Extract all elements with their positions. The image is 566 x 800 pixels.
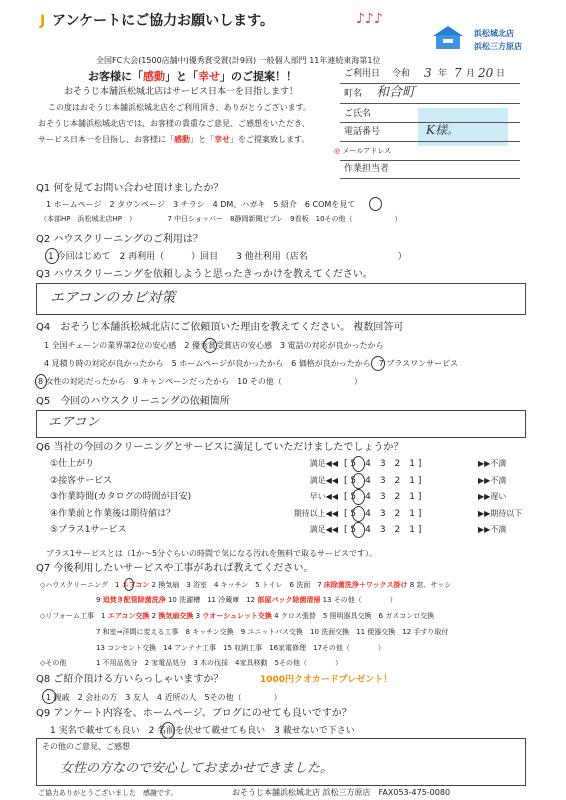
q6-row-left: 満足◀◀ [309,459,338,468]
date-day: 20 [478,66,494,80]
q8-selected-mark [42,689,56,704]
q6-row-scale: [ 5 4 3 2 1 ] [344,492,422,502]
intro-line-5: サービス日本一を目指し、お客様に「感動」と「幸せ」をご提案致します。 [38,135,310,144]
q4-line-2: 4 見積り時の対応が良かったから 5 ホームページが良かったから 6 価格が良かったから 7 ブラスワンサービス [44,359,459,368]
date-label: ご利用日 [344,69,381,79]
q6-row-selected-mark [352,473,365,489]
q4-line-1: 1 全国チェーンの業界第2位の安心感 2 優秀賞受賞店の安心感 3 電話の対応が良かったから [44,341,384,350]
q6-row-right: ▶▶不満 [478,525,507,534]
q7-title: Q7 今後利用したいサービスや工事があれば教えてください。 [36,563,314,574]
q6-row-scale: [ 5 4 3 2 1 ] [344,459,422,469]
q6-title: Q6 当社の今回のクリーニングとサービスに満足していただけましたでしょうか？ [36,442,404,453]
day-unit: 日 [496,69,506,79]
intro-line-3: この度はおそうじ本舗浜松城北店をご利用頂き、ありがとうございます。 [48,103,312,112]
q1-selected-mark [369,197,382,211]
q6-row-scale: [ 5 4 3 2 1 ] [344,525,422,535]
phone-value: K様。 [426,123,459,137]
house-logo-icon [430,24,466,50]
q9-selected-mark [161,722,175,739]
q6-row-label: ③作業時間(カタログの時間が目安) [50,492,192,502]
q6-row-right: ▶▶不満 [478,459,507,468]
comment-value: 女性の方なので安心しておまかせできました。 [60,761,334,776]
q7-hc-line-1: ◇ハウスクリーニング 1 エアコン 2 換気扇 3 浴室 4 キッチン 5 トイレ 6 洗面 7 床除菌洗浄＋ワックス掛け 8 窓、サッシ [40,581,452,589]
q6-row-selected-mark [352,522,365,538]
q6-row-scale: [ 5 4 3 2 1 ] [344,476,422,486]
name-label: ご氏名 [344,109,372,119]
award-line: 全国FC大会(1500店舗中)優秀賞受賞(計9回) 一般個人部門 11年連続東海第1位 [96,56,381,65]
q6-row-left: 満足◀◀ [309,525,338,534]
q4-selected-8 [35,374,47,389]
q6-row-left: 期待以上◀◀ [293,509,338,518]
q2-title: Q2 ハウスクリーニングのご利用は？ [36,234,203,245]
q2-options: 1 今回はじめて 2 再利用（ ）回目 3 他社利用（店名 ） [48,252,407,262]
year-unit: 年 [438,69,448,79]
q3-answer: エアコンのカビ対策 [50,290,176,306]
q8-options: 1 親戚 2 会社の方 3 友人 4 近所の人 5その他（ ） [46,693,282,702]
proposal-line: お客様に「感動」と「幸せ」のご提案！！ [88,70,297,83]
q5-title: Q5 今回のハウスクリーニングの依頼箇所 [36,396,230,407]
intro-line-4: おそうじ本舗浜松城北店では、お客様の貴重なご意見、ご感想をいただき、 [38,119,310,128]
q6-row-right: ▶▶遅い [478,492,507,501]
q7-rf-line-2: 7 和室⇒洋間に変える工事 8 キッチン交換 9 ユニットバス交換 10 洗面交換 11 便器交換 12 手すり取付 [96,628,449,636]
q6-row-label: ②接客サービス [50,476,113,486]
date-era: 令和 [392,69,411,79]
q4-selected-2 [203,338,217,353]
q4-line-3: 8 女性の対応だったから 9 キャンペーンだったから 10 その他（ ） [38,377,362,386]
q1-title: Q1 何を見てお問い合わせ頂けましたか？ [36,183,224,194]
q6-row-selected-mark [352,489,365,505]
month-unit: 月 [466,69,476,79]
q7-rf-line-1: ◇リフォーム工事 1 エアコン交換 2 換気扇交換 3 ウオーシュレット交換 4 クロス張替 5 照明器具交換 6 ガスコンロ交換 [40,612,435,620]
q7-rf-line-3: 13 コンセント交換 14 アンテナ工事 15 収納工事 16家電修理 17その他（ ） [96,644,385,652]
q1-options: 1 ホームページ 2 タウンページ 3 チラシ 4 DM、ハガキ 5 紹介 6 COMを見て [46,200,356,209]
intro-line-2: おそうじ本舗浜松城北店はサービス日本一を目指します！ [64,87,299,97]
q8-promo: 1000円クオカードプレゼント！ [260,675,393,685]
q6-row-selected-mark [352,506,365,522]
staff-label: 作業担当者 [344,164,390,174]
q6-row-label: ④作業前と作業後は期待値は？ [50,509,176,519]
q2-selected-mark [45,248,59,264]
email-label: ◎ メールアドレス [334,147,391,155]
q7-other: 1 不用品処分 2 家電品処分 3 木の伐採 4家具移動 5その他（ ） [96,659,342,667]
q7-selected-aircon [124,578,134,591]
q6-row-left: 早い◀◀ [309,492,338,501]
q6-row-right: ▶▶不満 [478,476,507,485]
q6-row-label: ⑤プラス1サービス [50,525,127,535]
page-title: アンケートにご協力お願いします。 [52,13,275,29]
q6-row-left: 満足◀◀ [309,476,338,485]
footer-left: ご協力ありがとうございました 感謝です。 [38,789,178,797]
footer-right: おそうじ本舗浜松城北店 浜松三方原店 FAX053-475-0080 [232,788,451,797]
email-mark-icon: ◎ [334,147,341,155]
q1-sub: （本部HP 浜松城北店HP ） 7 中日ショッパー 8静岡新聞ピプレ 9看板 10その他（ ） [40,215,402,223]
q8-title: Q8 ご紹介頂ける方いらっしゃいますか？ [36,674,224,685]
q6-footnote: プラス1サービスとは（1か～5分ぐらいの時間で気になる汚れを無料で取るサービスです）。 [46,549,378,558]
q7-hc-line-2: 9 追焚き配管除菌洗浄 10 洗濯槽 11 冷蔵庫 12 部屋パック除菌清掃 13 その他（ ） [96,596,397,604]
phone-label: 電話番号 [344,127,381,137]
title-prefix: J [40,13,46,29]
q5-answer: エアコン [48,415,100,430]
q7-other-label: ◇その他 [40,659,67,667]
q6-row-selected-mark [352,456,365,472]
music-notes: ♪♪♪ [356,11,383,27]
q3-title: Q3 ハウスクリーニングを依頼しようと思ったきっかけを教えてください。 [36,269,373,280]
q5-answer-box [36,410,526,438]
branch-1: 浜松城北店 [474,29,514,38]
date-year: 3 [424,66,432,80]
town-label: 町名 [344,89,363,99]
comment-label: その他のご意見、ご感想 [42,742,130,751]
q9-title: Q9 アンケート内容を、ホームページ、ブログにのせても良いですか？ [36,708,352,719]
q4-title: Q4 おそうじ本舗浜松城北店にご依頼頂いた理由を教えてください。 複数回答可 [36,322,404,333]
q6-row-label: ①仕上がり [50,459,95,469]
q9-options: 1 実名で載せても良い 2 名前を伏せて載せても良い 3 載せないで下さい [50,726,355,736]
branch-2: 浜松三方原店 [474,42,522,51]
q6-row-scale: [ 5 4 3 2 1 ] [344,509,422,519]
q4-selected-6 [371,356,385,371]
q6-row-right: ▶▶期待以下 [478,509,523,518]
date-month: 7 [454,66,462,80]
town-value: 和合町 [376,85,416,100]
